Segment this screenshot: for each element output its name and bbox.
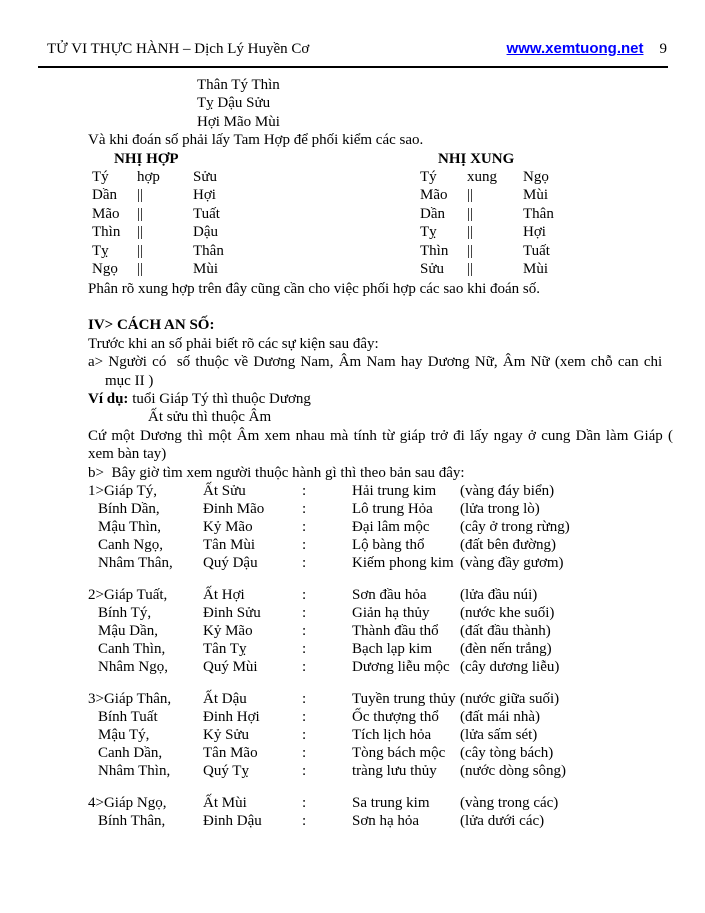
table-cell: Bính Dần,: [98, 501, 160, 518]
table-cell: Thân: [193, 242, 224, 259]
table-row: [88, 554, 685, 572]
table-cell: 1>Giáp Tý,: [88, 483, 158, 500]
item-a-line1: a> Người có số thuộc về Dương Nam, Âm Nam hay Dương Nữ, Âm Nữ (xem chỗ can chi: [88, 354, 663, 371]
table-row: [88, 812, 685, 830]
table-cell: Ất Hợi: [203, 587, 245, 604]
table-cell: (đèn nến trắng): [460, 641, 552, 658]
table-cell: Đinh Dậu: [203, 813, 262, 830]
table-cell: Đinh Sửu: [203, 605, 261, 622]
header-rule: [38, 66, 668, 68]
tam-hop-line: Tỵ Dậu Sửu: [197, 95, 271, 112]
spacer: [47, 298, 685, 316]
table-cell: Sa trung kim: [352, 795, 430, 812]
table-cell: ||: [137, 224, 144, 241]
nhi-xung-title: NHỊ XUNG: [438, 150, 515, 167]
page-body: [47, 76, 685, 830]
table-row: [92, 260, 224, 278]
table-cell: (nước dòng sông): [460, 763, 567, 780]
table-cell: Sửu: [193, 169, 217, 186]
section-iv-line: Trước khi an số phải biết rõ các sự kiện sau đây:: [88, 335, 379, 352]
pair-tables: [47, 150, 685, 280]
table-cell: Kỷ Sửu: [203, 727, 250, 744]
table-cell: (đất đầu thành): [460, 623, 551, 640]
table-cell: (lửa dưới các): [460, 813, 545, 830]
table-cell: Dần: [420, 205, 445, 222]
table-row: [420, 242, 554, 260]
table-cell: Kiếm phong kim: [352, 555, 454, 572]
table-cell: (nước giữa suối): [460, 691, 560, 708]
table-row: [88, 794, 685, 812]
table-cell: Sơn đầu hỏa: [352, 587, 427, 604]
table-cell: Hải trung kim: [352, 483, 437, 500]
table-row: [420, 186, 554, 204]
table-row: [92, 168, 224, 186]
table-row: [88, 744, 685, 762]
duong-am-line1: Cứ một Dương thì một Âm xem nhau mà tính từ giáp trở đi lấy ngay ở cung Dần làm Giáp (: [88, 427, 674, 444]
table-cell: Canh Thìn,: [98, 641, 166, 658]
table-cell: tràng lưu thủy: [352, 763, 437, 780]
table-cell: Thành đầu thổ: [352, 623, 439, 640]
table-cell: Nhâm Thìn,: [98, 763, 171, 780]
table-row: [92, 205, 224, 223]
hanh-table: [47, 482, 685, 830]
table-cell: Đinh Mão: [203, 501, 265, 518]
table-cell: ||: [467, 261, 474, 278]
nhi-hop-table: [92, 150, 224, 279]
table-cell: (cây tòng bách): [460, 745, 554, 762]
table-row: [88, 658, 685, 676]
table-cell: Ất Mùi: [203, 795, 247, 812]
table-cell: Tuyền trung thủy: [352, 691, 456, 708]
nhi-hop-title: NHỊ HỢP: [114, 150, 179, 167]
table-cell: Đại lâm mộc: [352, 519, 430, 536]
table-cell: Sơn hạ hỏa: [352, 813, 420, 830]
table-cell: Ất Dậu: [203, 691, 247, 708]
table-cell: Dần: [92, 187, 117, 204]
table-row: [420, 260, 554, 278]
table-cell: Ốc thượng thổ: [352, 709, 439, 726]
table-cell: Lô trung Hỏa: [352, 501, 433, 518]
table-cell: :: [302, 537, 307, 554]
table-row: [420, 223, 554, 241]
duong-am-line2: xem bàn tay): [88, 446, 167, 463]
table-row: [88, 500, 685, 518]
hanh-group: [88, 690, 685, 780]
table-cell: :: [302, 795, 307, 812]
table-cell: Quý Mùi: [203, 659, 258, 676]
table-cell: (vàng đáy biển): [460, 483, 555, 500]
table-cell: Mậu Tý,: [98, 727, 150, 744]
page-header: [47, 40, 667, 58]
table-row: [88, 622, 685, 640]
table-row: [92, 223, 224, 241]
table-row: [92, 186, 224, 204]
table-row: [88, 640, 685, 658]
table-cell: hợp: [137, 169, 160, 186]
section-iv-heading: IV> CÁCH AN SỐ:: [88, 317, 215, 334]
table-cell: Mậu Dần,: [98, 623, 158, 640]
table-cell: Bạch lạp kim: [352, 641, 432, 658]
table-cell: ||: [137, 261, 144, 278]
table-cell: Hợi: [523, 224, 546, 241]
table-cell: ||: [467, 205, 474, 222]
table-cell: Tý: [92, 169, 109, 186]
table-cell: 3>Giáp Thân,: [88, 691, 172, 708]
table-cell: ||: [467, 224, 474, 241]
table-cell: :: [302, 813, 307, 830]
table-cell: ||: [137, 242, 144, 259]
table-cell: Ất Sửu: [203, 483, 246, 500]
table-cell: Bính Thân,: [98, 813, 166, 830]
table-cell: Mùi: [523, 187, 549, 204]
table-cell: Nhâm Thân,: [98, 555, 173, 572]
table-cell: :: [302, 691, 307, 708]
table-row: [88, 586, 685, 604]
item-a-line2: mục II ): [105, 372, 154, 389]
table-cell: Tân Tỵ: [203, 641, 247, 658]
vidu-text: tuổi Giáp Tý thì thuộc Dương: [128, 391, 311, 408]
table-row: [420, 205, 554, 223]
table-cell: (lửa trong lò): [460, 501, 540, 518]
hanh-group: [88, 794, 685, 830]
table-cell: :: [302, 623, 307, 640]
table-cell: (vàng đầy gươm): [460, 555, 564, 572]
table-cell: Kỷ Mão: [203, 623, 253, 640]
item-b-line: b> Bây giờ tìm xem người thuộc hành gì thì theo bản sau đây:: [88, 464, 465, 481]
hanh-group: [88, 482, 685, 572]
table-cell: Tuất: [523, 242, 550, 259]
table-row: [88, 708, 685, 726]
table-cell: Dương liễu mộc: [352, 659, 450, 676]
table-cell: Quý Tỵ: [203, 763, 249, 780]
table-cell: :: [302, 763, 307, 780]
table-cell: (nước khe suối): [460, 605, 555, 622]
table-cell: :: [302, 641, 307, 658]
table-cell: Dậu: [193, 224, 218, 241]
table-cell: Giản hạ thủy: [352, 605, 430, 622]
table-cell: 4>Giáp Ngọ,: [88, 795, 167, 812]
table-row: [88, 762, 685, 780]
table-cell: Tòng bách mộc: [352, 745, 446, 762]
table-cell: Mùi: [523, 261, 549, 278]
table-cell: Tý: [420, 169, 437, 186]
table-cell: :: [302, 519, 307, 536]
table-row: [92, 242, 224, 260]
table-cell: Quý Dậu: [203, 555, 258, 572]
table-cell: Bính Tuất: [98, 709, 158, 726]
table-cell: Ngọ: [92, 261, 118, 278]
table-cell: :: [302, 501, 307, 518]
table-cell: ||: [467, 242, 474, 259]
table-cell: :: [302, 727, 307, 744]
header-link[interactable]: www.xemtuong.net: [506, 40, 644, 57]
table-cell: (lửa sấm sét): [460, 727, 538, 744]
table-cell: Tân Mão: [203, 745, 258, 762]
table-row: [88, 482, 685, 500]
table-cell: Mão: [420, 187, 448, 204]
table-cell: xung: [467, 169, 497, 186]
table-cell: :: [302, 483, 307, 500]
table-cell: ||: [467, 187, 474, 204]
table-cell: :: [302, 745, 307, 762]
page-number: 9: [659, 41, 667, 57]
table-cell: Sửu: [420, 261, 444, 278]
nhi-xung-table: [420, 150, 554, 279]
table-row: [420, 168, 554, 186]
table-cell: 2>Giáp Tuất,: [88, 587, 168, 604]
table-cell: Mậu Thìn,: [98, 519, 162, 536]
table-cell: (đất mái nhà): [460, 709, 540, 726]
tam-hop-line: Hợi Mão Mùi: [197, 113, 280, 130]
table-cell: Ngọ: [523, 169, 549, 186]
table-cell: (lửa đầu núi): [460, 587, 538, 604]
table-cell: (cây dương liễu): [460, 659, 560, 676]
after-tables-note: Phân rõ xung hợp trên đây cũng cần cho việc phối hợp các sao khi đoán số.: [88, 280, 540, 297]
table-cell: Canh Ngọ,: [98, 537, 163, 554]
table-cell: (đất bên đường): [460, 537, 557, 554]
vidu-line: [47, 390, 685, 408]
table-row: [88, 604, 685, 622]
table-cell: Mùi: [193, 261, 219, 278]
table-cell: Hợi: [193, 187, 216, 204]
table-cell: Kỷ Mão: [203, 519, 253, 536]
table-row: [88, 726, 685, 744]
table-cell: :: [302, 709, 307, 726]
table-cell: Tích lịch hỏa: [352, 727, 432, 744]
table-cell: Bính Tý,: [98, 605, 152, 622]
tam-hop-line: Thân Tý Thìn: [197, 77, 280, 93]
table-cell: (vàng trong các): [460, 795, 559, 812]
table-cell: Tỵ: [92, 242, 109, 259]
table-row: [88, 536, 685, 554]
vidu-line2: Ất sửu thì thuộc Âm: [148, 409, 272, 426]
table-cell: :: [302, 659, 307, 676]
table-cell: Tân Mùi: [203, 537, 256, 554]
table-cell: ||: [137, 205, 144, 222]
table-cell: :: [302, 555, 307, 572]
table-row: [88, 518, 685, 536]
table-cell: :: [302, 605, 307, 622]
table-cell: ||: [137, 187, 144, 204]
tam-hop-note: Và khi đoán số phải lấy Tam Hợp để phối kiểm các sao.: [88, 132, 424, 149]
table-row: [88, 690, 685, 708]
table-cell: :: [302, 587, 307, 604]
table-cell: Đinh Hợi: [203, 709, 260, 726]
table-cell: Thân: [523, 205, 554, 222]
table-cell: Mão: [92, 205, 120, 222]
table-cell: Thìn: [420, 242, 449, 259]
header-title: TỬ VI THỰC HÀNH – Dịch Lý Huyền Cơ: [47, 41, 310, 57]
table-cell: Nhâm Ngọ,: [98, 659, 168, 676]
table-cell: Canh Dần,: [98, 745, 163, 762]
table-cell: Thìn: [92, 224, 121, 241]
vidu-label: Ví dụ:: [88, 391, 129, 408]
table-cell: Tuất: [193, 205, 220, 222]
header-right: [507, 40, 667, 58]
table-cell: Tỵ: [420, 224, 437, 241]
hanh-group: [88, 586, 685, 676]
table-cell: Lộ bàng thổ: [352, 537, 425, 554]
table-cell: (cây ở trong rừng): [460, 519, 570, 536]
